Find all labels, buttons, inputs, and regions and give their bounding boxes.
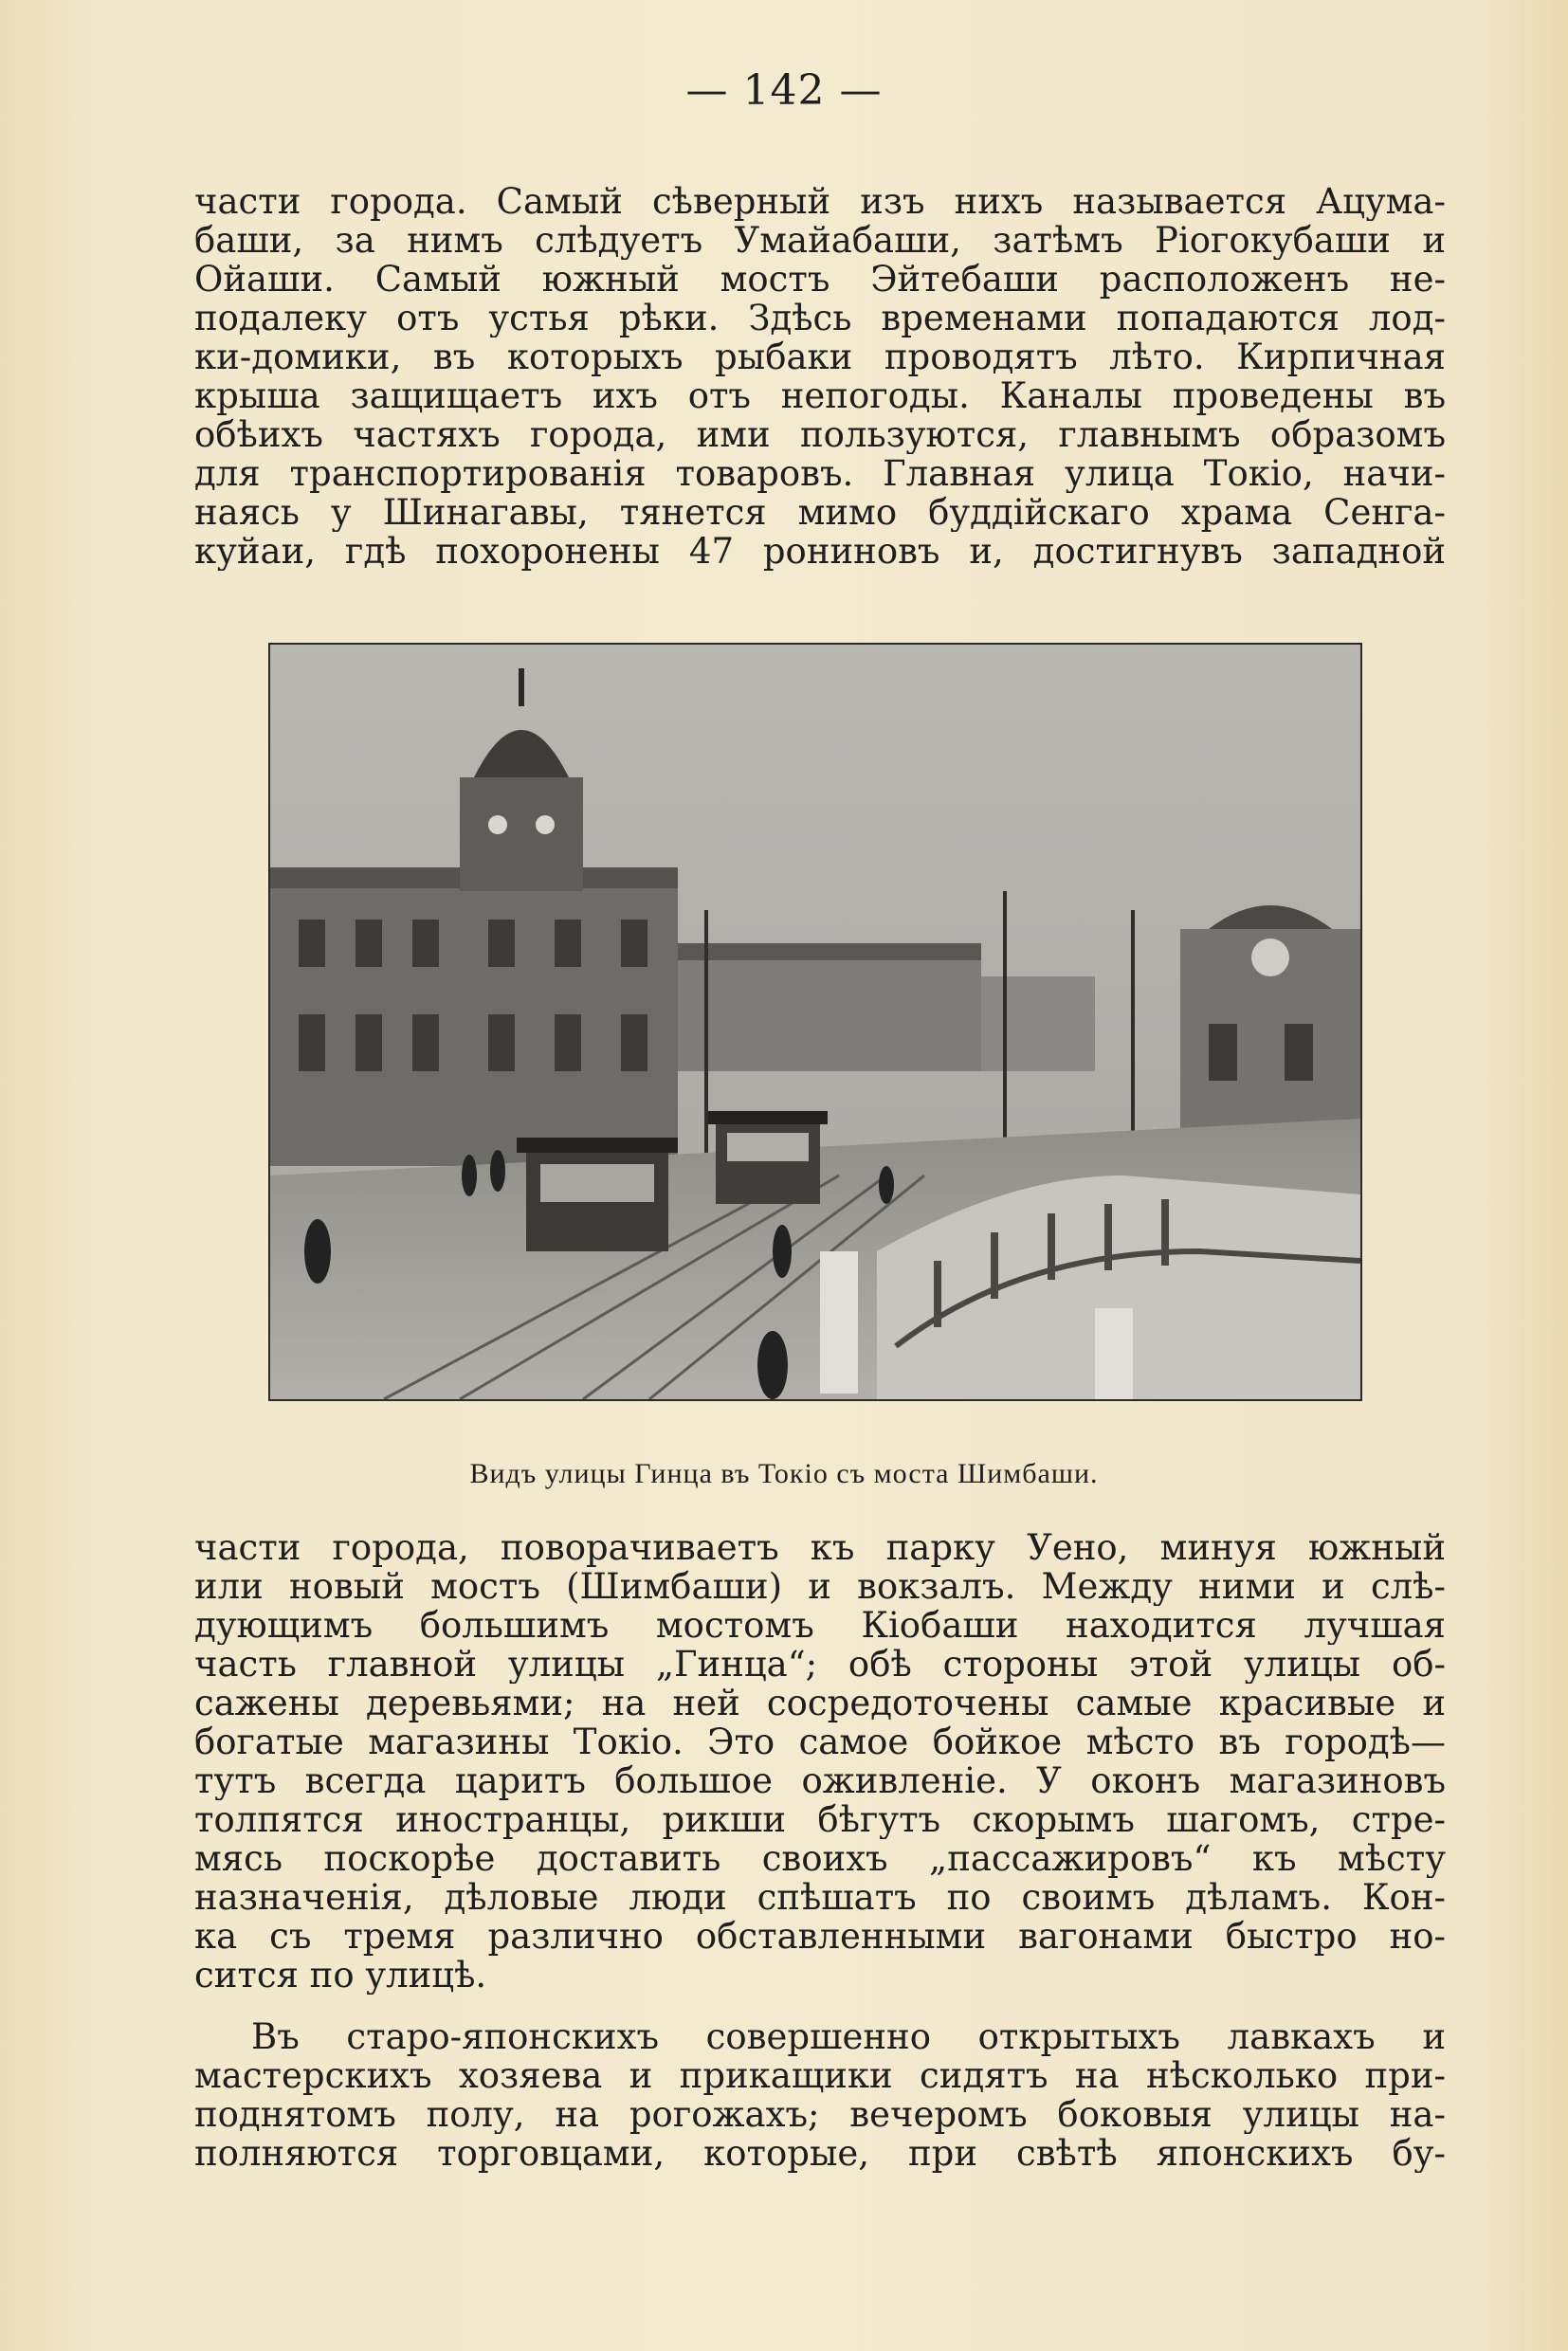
text-line: богатые магазины Токіо. Это самое бойкое мѣсто въ городѣ— <box>194 1722 1446 1761</box>
horse-tram <box>517 1138 678 1251</box>
text-line: части города, поворачиваетъ къ парку Уено, минуя южный <box>194 1528 1446 1567</box>
text-line: ки-домики, въ которыхъ рыбаки проводятъ лѣто. Кирпичная <box>194 337 1446 376</box>
text-line: Въ старо-японскихъ совершенно открытыхъ лавкахъ и <box>251 2017 1446 2056</box>
text-line: мастерскихъ хозяева и прикащики сидятъ на нѣсколько при- <box>194 2056 1446 2095</box>
text-line: крыша защищаетъ ихъ отъ непогоды. Каналы проведены въ <box>194 376 1446 415</box>
text-line: часть главной улицы „Гинца“; обѣ стороны этой улицы об- <box>194 1645 1446 1684</box>
text-line: тутъ всегда царитъ большое оживленіе. У оконъ магазиновъ <box>194 1761 1446 1800</box>
text-line: обѣихъ частяхъ города, ими пользуются, главнымъ образомъ <box>194 415 1446 454</box>
paragraph-bottom <box>194 2017 1446 2173</box>
text-line: сится по улицѣ. <box>194 1956 487 1995</box>
text-line: толпятся иностранцы, рикши бѣгутъ скорымъ шагомъ, стре- <box>194 1800 1446 1839</box>
text-line: для транспортированія товаровъ. Главная улица Токіо, начи- <box>194 454 1446 493</box>
figure-caption: Видъ улицы Гинца въ Токіо съ моста Шимбаши. <box>469 1458 1099 1489</box>
text-line: подалеку отъ устья рѣки. Здѣсь временами попадаются лод- <box>194 299 1446 337</box>
text-line: сажены деревьями; на ней сосредоточены самые красивые и <box>194 1684 1446 1722</box>
page-number: — 142 — <box>685 66 883 115</box>
photograph-ginza-street <box>268 643 1362 1401</box>
text-line: мясь поскорѣе доставить своихъ „пассажировъ“ къ мѣсту <box>194 1839 1446 1878</box>
text-line: Ойаши. Самый южный мостъ Эйтебаши расположенъ не- <box>194 260 1446 299</box>
text-line: наясь у Шинагавы, тянется мимо буддійскаго храма Сенга- <box>194 493 1446 532</box>
text-line: или новый мостъ (Шимбаши) и вокзалъ. Между ними и слѣ- <box>194 1567 1446 1606</box>
text-line: куйаи, гдѣ похоронены 47 рониновъ и, достигнувъ западной <box>194 532 1446 571</box>
street-scene-illustration <box>270 645 1360 1399</box>
text-line: назначенія, дѣловые люди спѣшатъ по своимъ дѣламъ. Кон- <box>194 1878 1446 1917</box>
paragraph-top <box>194 182 1446 571</box>
text-line: полняются торговцами, которые, при свѣтѣ японскихъ бу- <box>194 2134 1446 2173</box>
horse-tram <box>708 1111 828 1204</box>
text-line: ка съ тремя различно обставленными вагонами быстро но- <box>194 1917 1446 1956</box>
paragraph-middle <box>194 1528 1446 1995</box>
text-line: поднятомъ полу, на рогожахъ; вечеромъ боковыя улицы на- <box>194 2095 1446 2134</box>
text-line: части города. Самый сѣверный изъ нихъ называется Ацума- <box>194 182 1446 221</box>
text-line: дующимъ большимъ мостомъ Кіобаши находится лучшая <box>194 1606 1446 1645</box>
text-line: баши, за нимъ слѣдуетъ Умайабаши, затѣмъ Ріогокубаши и <box>194 221 1446 260</box>
